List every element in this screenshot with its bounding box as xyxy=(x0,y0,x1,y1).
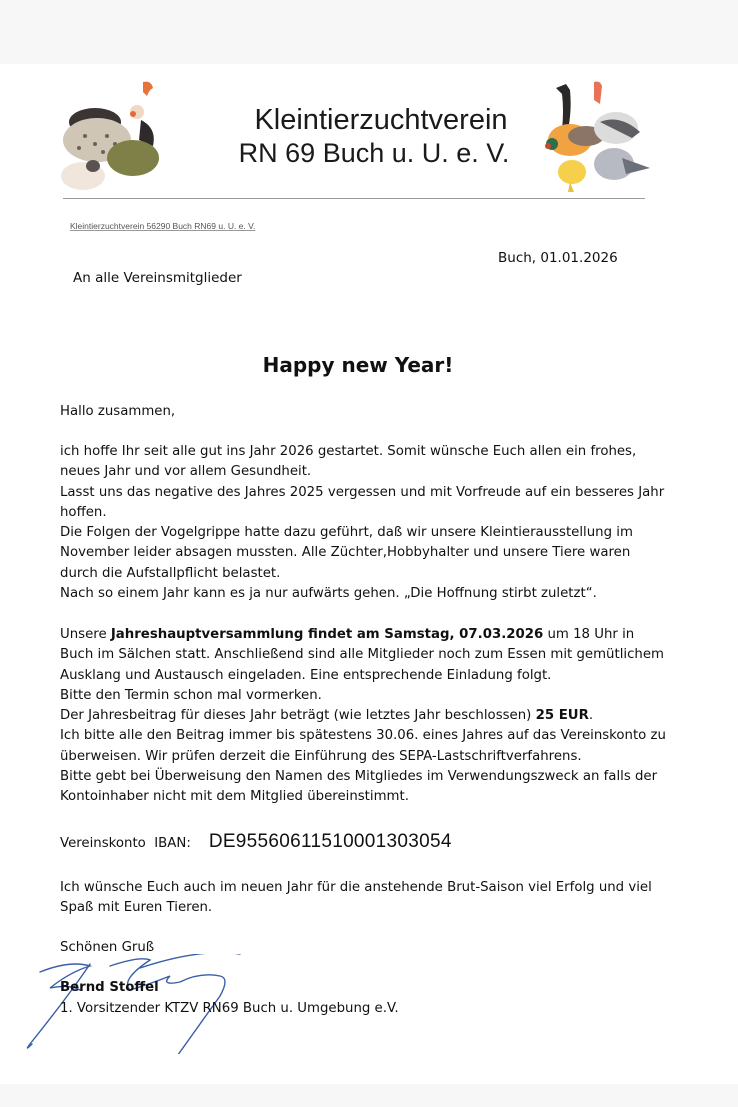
paragraph-breeding-season: Ich wünsche Euch auch im neuen Jahr für die anstehende Brut-Saison viel Erfolg und viel Spaß mit Euren Tieren. xyxy=(60,880,652,916)
text: um 18 Uhr in Buch im Sälchen statt. Anschließend sind alle Mitglieder noch zum Essen mit gemütlichem Ausklang und Austausch eingeladen. Eine entsprechende Einladung folgt. xyxy=(60,627,664,683)
goose-duck-pigeon-illustration xyxy=(540,78,658,198)
sender-address-line: Kleintierzuchtverein 56290 Buch RN69 u. U. e. V. xyxy=(70,221,256,231)
letter-subject: Happy new Year! xyxy=(262,353,454,377)
signatory-name: Bernd Stoffel xyxy=(60,980,159,995)
meeting-announcement xyxy=(60,625,670,686)
place-date: Buch, 01.01.2026 xyxy=(498,250,618,266)
payment-reference-note: Bitte gebt bei Überweisung den Namen des Mitgliedes im Verwendungszweck an falls der Kontoinhaber nicht mit dem Mitglied übereinstimmt. xyxy=(60,769,658,805)
text: . xyxy=(588,708,594,724)
letterhead-divider xyxy=(63,198,645,199)
reminder-line: Bitte den Termin schon mal vormerken. xyxy=(60,687,322,703)
recipient: An alle Vereinsmitglieder xyxy=(73,270,242,286)
closing: Schönen Gruß xyxy=(60,940,155,955)
bank-details xyxy=(60,832,670,854)
paragraph-line: Die Folgen der Vogelgrippe hatte dazu geführt, daß wir unsere Kleintierausstellung im November leider absagen mussten. Alle Züchter,Hobbyhalter und unsere Tiere waren durch die Aufstallpflicht belastet. xyxy=(60,525,633,581)
meeting-date-highlight: Jahreshauptversammlung findet am Samstag, 07.03.2026 xyxy=(110,627,544,642)
club-location: RN 69 Buch u. U. e. V. xyxy=(238,138,510,168)
greeting: Hallo zusammen, xyxy=(60,404,176,419)
payment-instructions: Ich bitte alle den Beitrag immer bis spätestens 30.06. eines Jahres auf das Vereinskonto zu überweisen. Wir prüfen derzeit die Einführung des SEPA-Lastschriftverfahrens. xyxy=(60,728,666,764)
paragraph-meeting-and-fee xyxy=(60,625,670,808)
paragraph-line: ich hoffe Ihr seit alle gut ins Jahr 2026 gestartet. Somit wünsche Euch allen ein frohes, neues Jahr und vor allem Gesundheit. xyxy=(60,444,637,480)
paragraph-line: Lasst uns das negative des Jahres 2025 vergessen und mit Vorfreude auf ein besseres Jahr hoffen. xyxy=(60,484,665,520)
iban-value: DE95560611510001303054 xyxy=(208,831,452,852)
club-name: Kleintierzuchtverein xyxy=(254,104,508,136)
iban-label: Vereinskonto IBAN: xyxy=(60,836,191,851)
paragraph-new-year xyxy=(60,442,670,604)
text: Der Jahresbeitrag für dieses Jahr beträgt (wie letztes Jahr beschlossen) xyxy=(60,708,536,724)
text: Unsere xyxy=(60,627,111,642)
letter-page xyxy=(0,64,738,1084)
fee-line xyxy=(60,706,670,726)
paragraph-line: Nach so einem Jahr kann es ja nur aufwärts gehen. „Die Hoffnung stirbt zuletzt“. xyxy=(60,586,597,602)
fee-amount: 25 EUR xyxy=(535,708,589,724)
signatory-title: 1. Vorsitzender KTZV RN69 Buch u. Umgebung e.V. xyxy=(60,1001,399,1016)
